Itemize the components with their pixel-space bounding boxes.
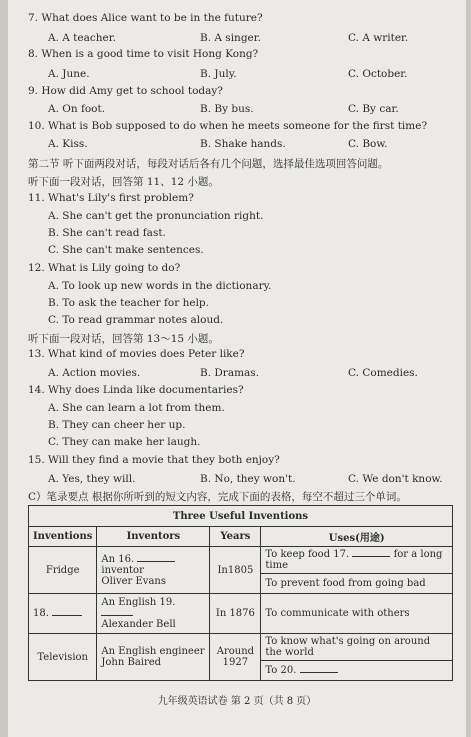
option-c[interactable]: C. Bow. xyxy=(348,138,388,150)
cell-year-1927 xyxy=(210,634,261,681)
blank-16[interactable] xyxy=(137,561,175,562)
cell-year-1876: In 1876 xyxy=(210,594,261,634)
option-a[interactable]: A. June. xyxy=(48,68,90,80)
question-8: 8. When is a good time to visit Hong Kong? xyxy=(28,48,259,60)
option-b[interactable]: B. No, they won't. xyxy=(200,473,296,485)
option-b[interactable]: B. They can cheer her up. xyxy=(48,419,186,431)
use-text: To 20. xyxy=(265,665,297,676)
option-a[interactable]: A. To look up new words in the dictionary. xyxy=(48,280,272,292)
option-b[interactable]: B. By bus. xyxy=(200,103,254,115)
option-b[interactable]: B. Dramas. xyxy=(200,367,260,379)
exam-page xyxy=(8,0,466,737)
option-a[interactable]: A. Action movies. xyxy=(48,367,141,379)
options-15 xyxy=(48,473,448,487)
section-c-title: C）笔录要点 根据你所听到的短文内容，完成下面的表格，每空不超过三个单词。 xyxy=(28,491,407,503)
cell-use-prevent: To prevent food from going bad xyxy=(261,574,453,594)
inventor-name: Oliver Evans xyxy=(101,575,166,587)
question-12: 12. What is Lily going to do? xyxy=(28,262,181,274)
cell-use-communicate: To communicate with others xyxy=(261,594,453,634)
blank-19[interactable] xyxy=(101,615,133,616)
blank-20[interactable] xyxy=(300,672,338,673)
cell-invention-tv: Television xyxy=(29,634,97,681)
table-caption: Three Useful Inventions xyxy=(29,506,453,527)
dialog-2-intro: 听下面一段对话，回答第 13～15 小题。 xyxy=(28,333,219,345)
option-c[interactable]: C. By car. xyxy=(348,103,399,115)
option-a[interactable]: A. On foot. xyxy=(48,103,106,115)
option-c[interactable]: C. To read grammar notes aloud. xyxy=(48,314,224,326)
option-b[interactable]: B. July. xyxy=(200,68,237,80)
header-uses: Uses(用途) xyxy=(261,527,453,547)
options-8 xyxy=(48,68,448,82)
option-b[interactable]: B. Shake hands. xyxy=(200,138,286,150)
year-text-2: 1927 xyxy=(222,657,249,668)
option-a[interactable]: A. A teacher. xyxy=(48,32,116,44)
option-a[interactable]: A. She can learn a lot from them. xyxy=(48,402,225,414)
question-10: 10. What is Bob supposed to do when he meets someone for the first time? xyxy=(28,120,428,132)
cell-use-20 xyxy=(261,661,453,681)
cell-use-keep-food xyxy=(261,547,453,574)
option-a[interactable]: A. She can't get the pronunciation right. xyxy=(48,210,264,222)
option-a[interactable]: A. Kiss. xyxy=(48,138,88,150)
question-14: 14. Why does Linda like documentaries? xyxy=(28,384,244,396)
option-b[interactable]: B. A singer. xyxy=(200,32,261,44)
header-years: Years xyxy=(210,527,261,547)
blank-label-18: 18. xyxy=(33,608,49,619)
blank-18[interactable] xyxy=(52,615,82,616)
option-c[interactable]: C. They can make her laugh. xyxy=(48,436,201,448)
use-text-2: for a long time xyxy=(265,549,443,571)
inventor-name: John Baired xyxy=(101,657,162,668)
inventions-table xyxy=(28,505,453,681)
cell-inventor-bell xyxy=(97,594,210,634)
section-2-title: 第二节 听下面两段对话，每段对话后各有几个问题，选择最佳选项回答问题。 xyxy=(28,158,389,170)
question-9: 9. How did Amy get to school today? xyxy=(28,85,223,97)
inventor-desc: An English engineer xyxy=(101,646,205,657)
option-b[interactable]: B. To ask the teacher for help. xyxy=(48,297,209,309)
options-9 xyxy=(48,103,448,117)
options-13 xyxy=(48,367,448,381)
header-inventors: Inventors xyxy=(97,527,210,547)
option-b[interactable]: B. She can't read fast. xyxy=(48,227,166,239)
question-11: 11. What's Lily's first problem? xyxy=(28,192,194,204)
use-text: To keep food 17. xyxy=(265,549,350,560)
option-c[interactable]: C. We don't know. xyxy=(348,473,443,485)
inventor-name: Alexander Bell xyxy=(101,619,176,630)
cell-use-know: To know what's going on around the world xyxy=(261,634,453,661)
cell-invention-18 xyxy=(29,594,97,634)
cell-year-1805: In1805 xyxy=(210,547,261,594)
option-c[interactable]: C. She can't make sentences. xyxy=(48,244,204,256)
inventor-desc-2: inventor xyxy=(101,564,144,576)
option-c[interactable]: C. A writer. xyxy=(348,32,409,44)
question-7: 7. What does Alice want to be in the future? xyxy=(28,12,263,24)
question-13: 13. What kind of movies does Peter like? xyxy=(28,348,245,360)
cell-invention-fridge: Fridge xyxy=(29,547,97,594)
cell-inventor-baired xyxy=(97,634,210,681)
cell-inventor-evans xyxy=(97,547,210,594)
page-footer: 九年级英语试卷 第 2 页（共 8 页） xyxy=(157,696,317,707)
options-7 xyxy=(48,32,448,46)
option-a[interactable]: A. Yes, they will. xyxy=(48,473,136,485)
question-15: 15. Will they find a movie that they both enjoy? xyxy=(28,454,280,466)
header-inventions: Inventions xyxy=(29,527,97,547)
year-text: Around xyxy=(216,646,255,657)
inventor-desc: An 16. xyxy=(101,553,135,565)
option-c[interactable]: C. October. xyxy=(348,68,408,80)
blank-17[interactable] xyxy=(352,556,390,557)
options-10 xyxy=(48,138,448,152)
option-c[interactable]: C. Comedies. xyxy=(348,367,418,379)
inventor-desc: An English 19. xyxy=(101,597,176,608)
dialog-1-intro: 听下面一段对话，回答第 11、12 小题。 xyxy=(28,176,219,188)
